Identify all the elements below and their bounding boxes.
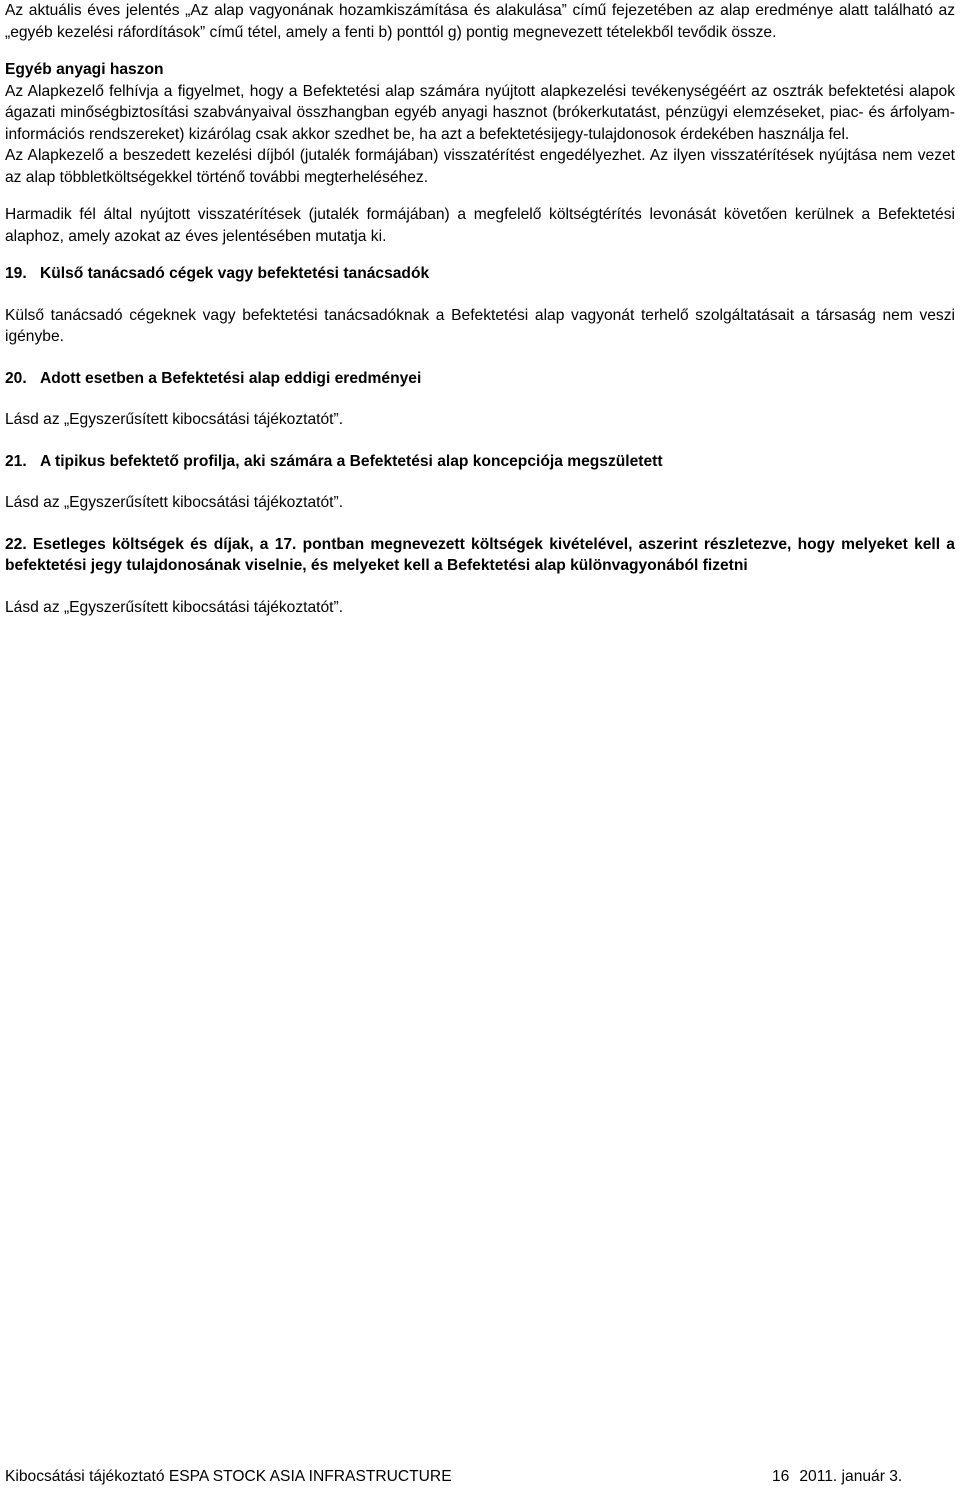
section-title: Adott esetben a Befektetési alap eddigi eredményei [40,369,422,387]
section-number: 19. [5,265,27,282]
section-20-body: Lásd az „Egyszerűsített kibocsátási tájékoztatót”. [5,411,344,428]
intro-paragraph: Az aktuális éves jelentés „Az alap vagyonának hozamkiszámítása és alakulása” című fejezetében az alap eredménye alatt található az „egyéb kezelési ráfordítások” című tétel, amely a fenti b) ponttól g) pontig megnevezett tételekből tevődik össze. [5,2,955,41]
section-title: A tipikus befektető profilja, aki számára a Befektetési alap koncepciója megszületett [40,452,663,470]
footer-document-title: Kibocsátási tájékoztató ESPA STOCK ASIA INFRASTRUCTURE [5,1468,452,1485]
other-benefit-paragraph-2: Az Alapkezelő a beszedett kezelési díjból (jutalék formájában) visszatérítést engedélyezhet. Az ilyen visszatérítések nyújtása nem vezet az alap többletköltségekkel történő további megterheléséhez. [5,147,955,186]
other-benefit-paragraph-1: Az Alapkezelő felhívja a figyelmet, hogy a Befektetési alap számára nyújtott alapkezelési tevékenységéért az osztrák befektetési alapok ágazati minőségbiztosítási szabványaival összhangban egyéb anyagi hasznot (brókerkutatást, pénzügyi elemzéseket, piac- és árfolyam-információs rendszereket) kizárólag csak akkor szedhet be, ha azt a befektetésijegy-tulajdonosok érdekében használja fel. [5,82,955,143]
section-19-heading [5,263,955,285]
other-benefit-paragraph-3: Harmadik fél által nyújtott visszatérítések (jutalék formájában) a megfelelő költségtérítés levonását követően kerülnek a Befektetési alaphoz, amely azokat az éves jelentésében mutatja ki. [5,206,955,245]
document-page [5,0,955,618]
section-title: Esetleges költségek és díjak, a 17. pontban megnevezett költségek kivételével, aszerint részletezve, hogy melyeket kell a befektetési jegy tulajdonosának viselnie, és melyeket kell a Befektetési alap különvagyonából fizetni [5,535,955,574]
section-20-heading [5,368,955,390]
section-22-heading [5,534,955,577]
other-benefit-heading: Egyéb anyagi haszon [5,61,164,78]
footer-date: 2011. január 3. [799,1468,903,1485]
section-22-title [5,534,955,577]
section-22-body: Lásd az „Egyszerűsített kibocsátási tájékoztatót”. [5,598,344,616]
section-title: Külső tanácsadó cégek vagy befektetési tanácsadók [40,265,430,282]
section-number: 21. [5,452,27,470]
section-21-heading [5,451,955,473]
section-19-body: Külső tanácsadó cégeknek vagy befektetési tanácsadóknak a Befektetési alap vagyonát terhelő szolgáltatásait a társaság nem veszi igénybe. [5,306,955,345]
footer-right [772,1467,912,1487]
section-number: 20. [5,369,27,387]
page-number: 16 [772,1468,790,1485]
section-21-body: Lásd az „Egyszerűsített kibocsátási tájékoztatót”. [5,494,344,511]
section-number: 22. [5,535,27,553]
